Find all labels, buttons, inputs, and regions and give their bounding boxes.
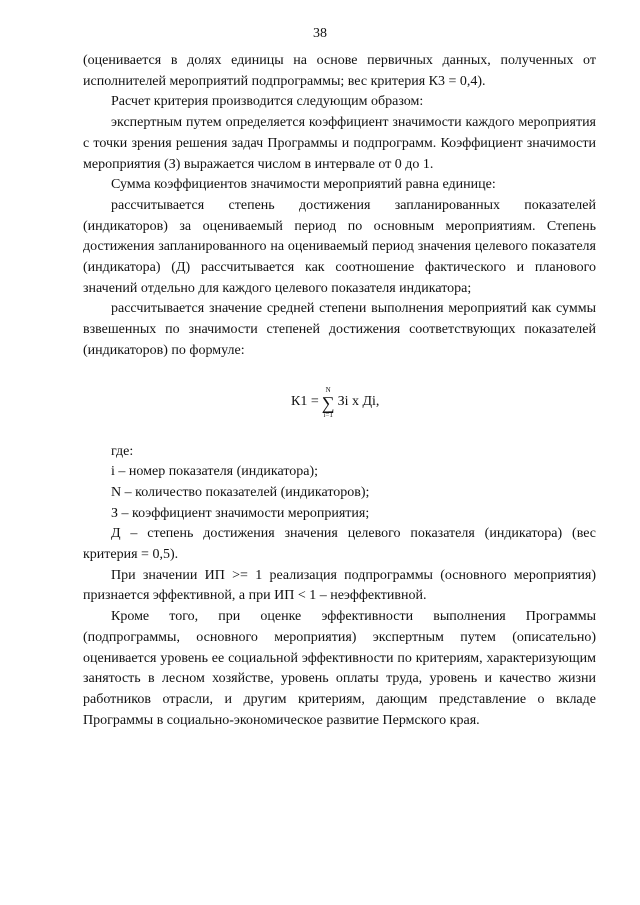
legend-item-z: З – коэффициент значимости мероприятия; xyxy=(111,505,370,521)
sigma-icon: ∑ xyxy=(321,392,335,413)
legend-item-i: i – номер показателя (индикатора); xyxy=(111,464,319,480)
formula-rhs: Зi х Дi, xyxy=(337,394,380,410)
paragraph-average-degree: рассчитывается значение средней степени выполнения мероприятий как суммы взвешенных по значимости степеней достижения соответствующих показателей (индикаторов) по формуле: xyxy=(83,301,596,358)
paragraph-ip-threshold: При значении ИП >= 1 реализация подпрограммы (основного мероприятия) признается эффективной, а при ИП < 1 – неэффективной. xyxy=(83,567,596,604)
paragraph-sum-of-coefficients: Сумма коэффициентов значимости мероприятий равна единице: xyxy=(111,177,496,193)
document-body xyxy=(83,51,596,731)
summation-symbol xyxy=(322,387,335,419)
legend-item-n: N – количество показателей (индикаторов); xyxy=(111,484,370,500)
paragraph-calculation-intro: Расчет критерия производится следующим образом: xyxy=(111,94,424,110)
paragraph-criterion-weight: (оценивается в долях единицы на основе первичных данных, полученных от исполнителей мероприятий подпрограммы; вес критерия К3 = 0,4). xyxy=(83,53,596,89)
paragraph-achievement-degree: рассчитывается степень достижения запланированных показателей (индикаторов) за оцениваемый период по основным мероприятиям. Степень достижения запланированного на оцениваемый период значения целевого показателя (индикатора) (Д) рассчитывается как соотношение фактического и планового значений отдельно для каждого целевого показателя индикатора; xyxy=(83,197,596,296)
formula-lhs: К1 = xyxy=(291,394,319,410)
paragraph-significance-coefficient: экспертным путем определяется коэффициент значимости каждого мероприятия с точки зрения решения задач Программы и подпрограмм. Коэффициент значимости мероприятия (З) выражается числом в интервале от 0 до 1. xyxy=(83,115,596,172)
formula-k1 xyxy=(83,380,596,426)
legend-item-d: Д – степень достижения значения целевого показателя (индикатора) (вес критерия = 0,5). xyxy=(83,526,596,563)
page-number: 38 xyxy=(313,26,327,41)
paragraph-social-effectiveness: Кроме того, при оценке эффективности выполнения Программы (подпрограммы, основного мероприятия) экспертным путем (описательно) оценивается уровень ее социальной эффективности по критериям, характеризующим занятость в лесном хозяйстве, уровень оплаты труда, уровень и качество жизни работников отрасли, и другим критериям, дающим представление о вкладе Программы в социально-экономическое развитие Пермского края. xyxy=(83,609,596,728)
summation-lower-limit: i=1 xyxy=(323,410,333,419)
legend-heading: где: xyxy=(111,443,134,459)
summation-upper-limit: N xyxy=(325,385,331,394)
